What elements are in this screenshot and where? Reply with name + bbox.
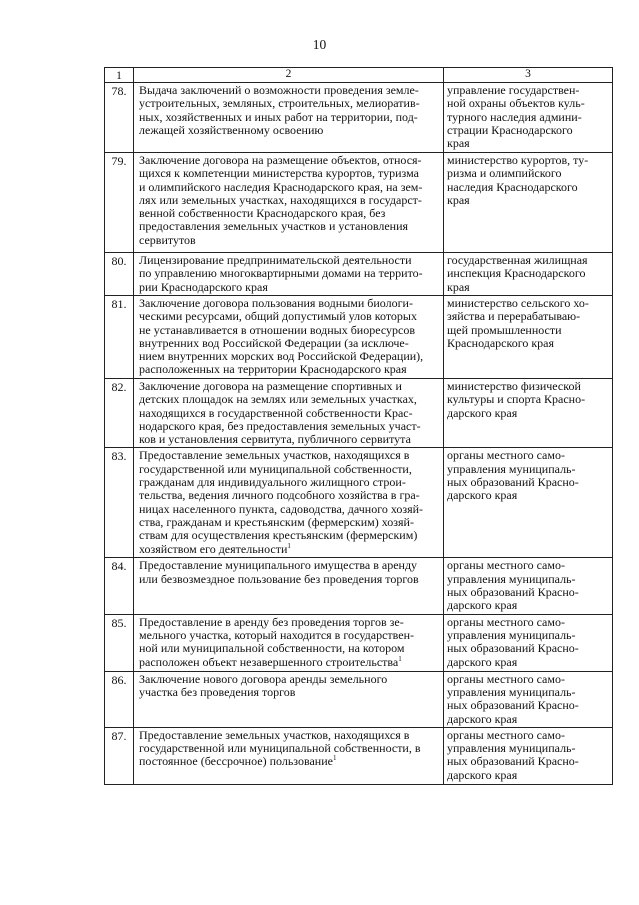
footnote-marker: 1 — [398, 654, 402, 663]
footnote-marker: 1 — [332, 754, 337, 763]
authority-text: органы местного само- управления муниципаль- ных образований Красно- дарского края — [447, 614, 579, 669]
authority-text: управление государствен- ной охраны объектов куль- турного наследия админи- страции Краснодарского края — [447, 83, 585, 151]
table-row — [105, 253, 613, 296]
authority-cell — [444, 83, 613, 153]
header-col-3: 3 — [444, 68, 613, 83]
table-row — [105, 153, 613, 253]
row-number: 78. — [105, 83, 134, 153]
service-cell — [134, 614, 444, 671]
row-number: 85. — [105, 614, 134, 671]
service-text: Предоставление земельных участков, находящихся в государственной или муниципальной собственности, в постоянное (бессрочное) пользование — [139, 727, 421, 769]
table-row — [105, 671, 613, 727]
service-text: Предоставление в аренду без проведения торгов зе- мельного участка, который находится в государствен- ной или муниципальной собственности, на котором расположен объект незавершенного строительства — [139, 614, 415, 669]
header-col-1: 1 — [105, 68, 134, 83]
service-cell — [134, 558, 444, 614]
row-number: 87. — [105, 727, 134, 784]
authority-text: государственная жилищная инспекция Краснодарского края — [447, 253, 588, 294]
table-row — [105, 558, 613, 614]
table-header-row — [105, 68, 613, 83]
footnote-marker: 1 — [287, 541, 291, 550]
table-row — [105, 448, 613, 558]
authority-text: органы местного само- управления муниципаль- ных образований Красно- дарского края — [447, 448, 579, 503]
header-col-2: 2 — [134, 68, 444, 83]
authority-cell — [444, 253, 613, 296]
service-text: Предоставление земельных участков, находящихся в государственной или муниципальной собственности, гражданам для индивидуального жилищного строи- тельства, ведения личного подсобного хозяйства в гра- ницах населенного пункта, садоводства, дачного хозяй- ства, гражданам и крестьянским (фермерским) хозяй- ствам для осуществления крестьянским (фермерским) хозяйством его деятельности — [139, 448, 424, 556]
service-text: Предоставление муниципального имущества в аренду или безвозмездное пользование без проведения торгов — [139, 558, 419, 586]
row-number: 83. — [105, 448, 134, 558]
row-number: 79. — [105, 153, 134, 253]
authority-cell — [444, 558, 613, 614]
authority-cell — [444, 379, 613, 448]
row-number: 81. — [105, 296, 134, 379]
authority-text: министерство курортов, ту- ризма и олимпийского наследия Краснодарского края — [447, 153, 589, 207]
service-text: Выдача заключений о возможности проведения земле- устроительных, земляных, строительных, мелиоратив- ных, хозяйственных и иных работ на территории, под- лежащей хозяйственному освоению — [139, 83, 420, 137]
authority-cell — [444, 296, 613, 379]
service-text: Заключение договора пользования водными биологи- ческими ресурсами, общий допустимый улов которых не устанавливается в отношении водных биоресурсов внутренних вод Российской Федерации (за исключе- нием внутренних морских вод Российской Федерации), расположенных на территории Краснодарского края — [139, 296, 424, 377]
service-cell — [134, 83, 444, 153]
service-cell — [134, 727, 444, 784]
service-text: Заключение нового договора аренды земельного участка без проведения торгов — [139, 671, 388, 699]
service-cell — [134, 253, 444, 296]
authority-cell — [444, 671, 613, 727]
table-row — [105, 379, 613, 448]
authority-cell — [444, 614, 613, 671]
row-number: 82. — [105, 379, 134, 448]
service-text: Заключение договора на размещение объектов, относя- щихся к компетенции министерства курортов, туризма и олимпийского наследия Краснодарского края, на зем- лях или земельных участках, находящихся в государст- венной собственности Краснодарского края, без предоставления земельных участков и установления сервитутов — [139, 153, 423, 247]
authority-cell — [444, 448, 613, 558]
service-cell — [134, 448, 444, 558]
authority-text: министерство сельского хо- зяйства и перерабатываю- щей промышленности Краснодарского края — [447, 296, 589, 350]
page-number: 10 — [312, 37, 327, 52]
row-number: 86. — [105, 671, 134, 727]
authority-text: органы местного само- управления муниципаль- ных образований Красно- дарского края — [447, 671, 579, 726]
table-row — [105, 727, 613, 784]
service-cell — [134, 153, 444, 253]
authority-text: министерство физической культуры и спорта Красно- дарского края — [447, 379, 586, 420]
service-cell — [134, 379, 444, 448]
row-number: 84. — [105, 558, 134, 614]
service-cell — [134, 296, 444, 379]
service-cell — [134, 671, 444, 727]
services-table — [104, 67, 613, 785]
authority-text: органы местного само- управления муниципаль- ных образований Красно- дарского края — [447, 727, 579, 782]
service-text: Лицензирование предпринимательской деятельности по управлению многоквартирными домами на террито- рии Краснодарского края — [139, 253, 423, 294]
table-row — [105, 83, 613, 153]
row-number: 80. — [105, 253, 134, 296]
table-row — [105, 614, 613, 671]
authority-cell — [444, 727, 613, 784]
authority-cell — [444, 153, 613, 253]
service-text: Заключение договора на размещение спортивных и детских площадок на землях или земельных участках, находящихся в государственной собственности Крас- нодарского края, без предоставления земельных участ- ков и установления сервитута, публичного сервитута — [139, 379, 421, 447]
authority-text: органы местного само- управления муниципаль- ных образований Красно- дарского края — [447, 558, 579, 613]
table-row — [105, 296, 613, 379]
